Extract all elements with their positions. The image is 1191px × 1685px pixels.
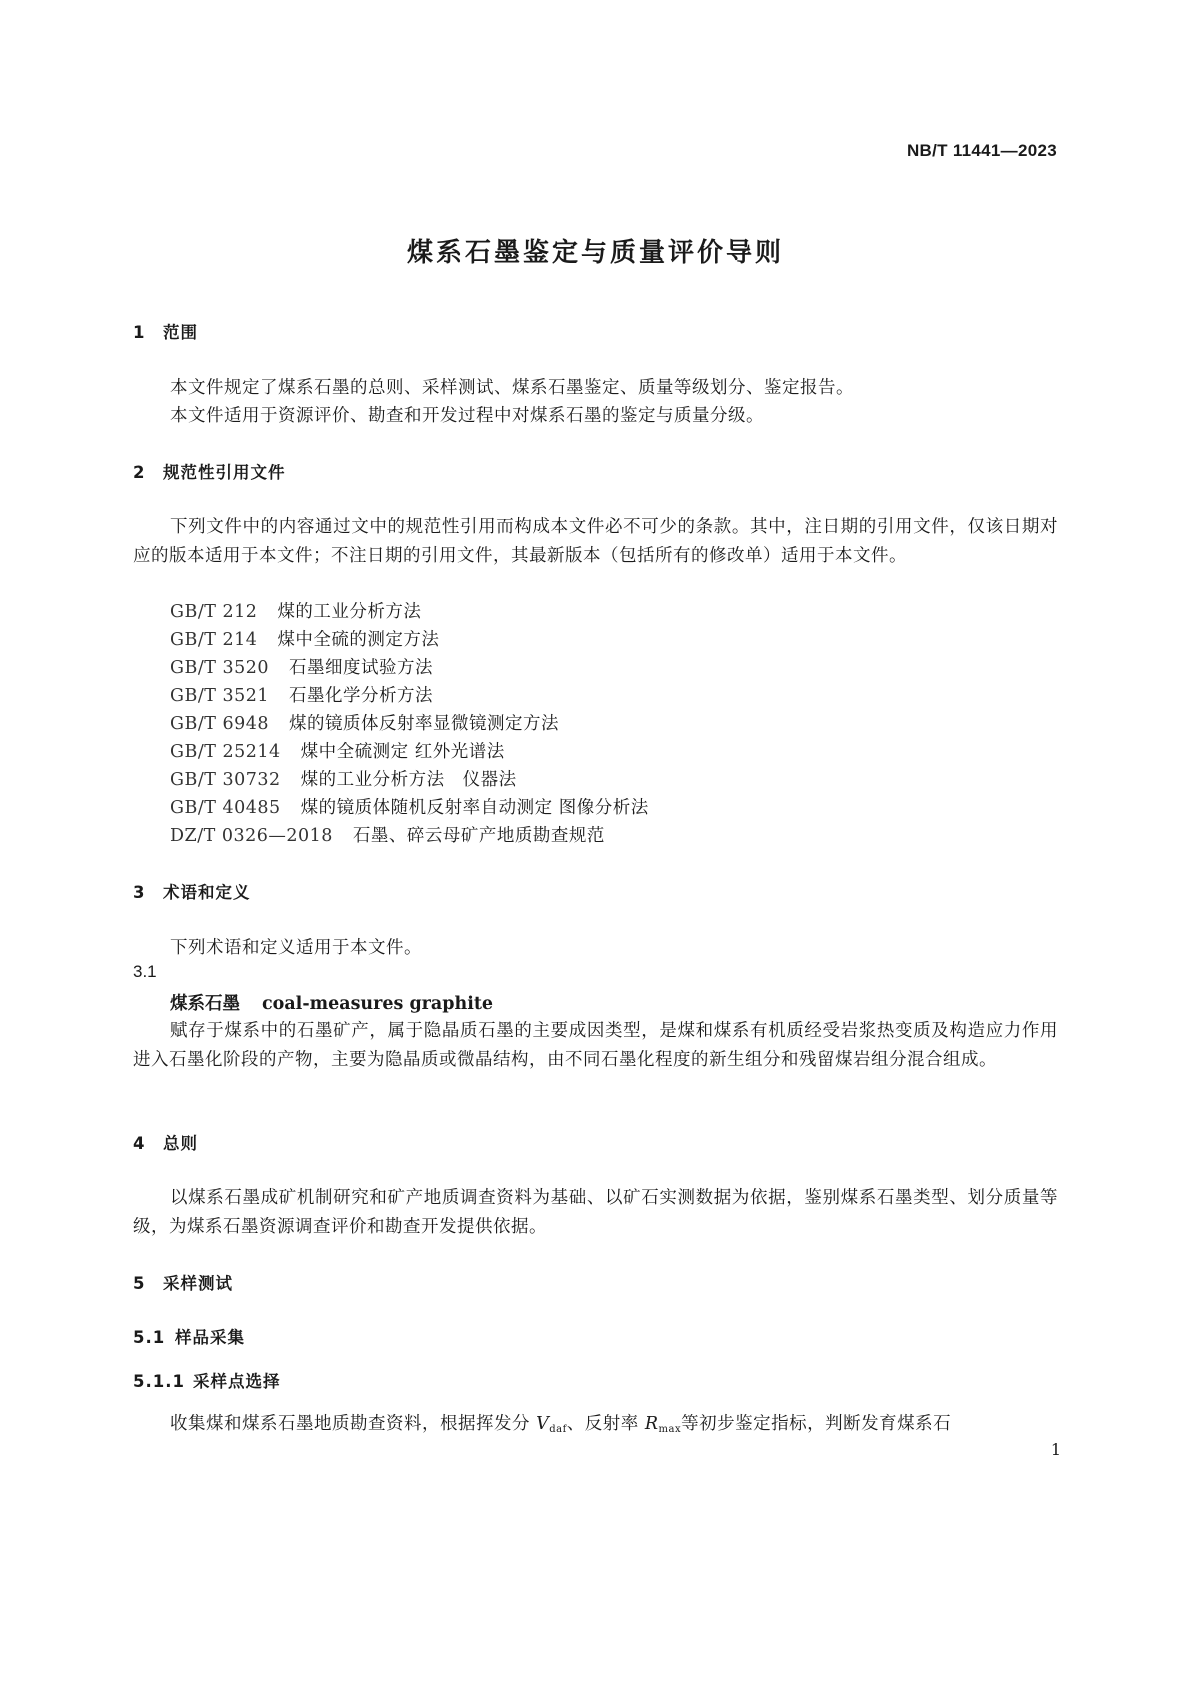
section-1-heading <box>133 319 198 343</box>
reference-name: 煤的镜质体反射率显微镜测定方法 <box>289 714 560 734</box>
section-5-heading <box>133 1270 233 1294</box>
paragraph <box>170 1410 951 1435</box>
volatile-subscript: daf <box>549 1424 567 1435</box>
reference-code: GB/T 25214 <box>170 742 281 762</box>
section-4-heading <box>133 1130 198 1154</box>
reference-name: 煤的工业分析方法 仪器法 <box>300 770 517 790</box>
paragraph: 本文件规定了煤系石墨的总则、采样测试、煤系石墨鉴定、质量等级划分、鉴定报告。 <box>170 378 854 398</box>
text-run: 收集煤和煤系石墨地质勘查资料，根据挥发分 <box>170 1414 537 1434</box>
page-number: 1 <box>1050 1440 1061 1459</box>
reference-item <box>170 738 505 763</box>
subsection-5-1-1-heading <box>133 1368 281 1392</box>
section-number: 5.1.1 <box>133 1372 185 1391</box>
reference-item <box>170 682 433 707</box>
reference-code: GB/T 40485 <box>170 798 281 818</box>
paragraph: 下列术语和定义适用于本文件。 <box>170 938 422 958</box>
section-number: 3 <box>133 883 146 902</box>
reference-name: 煤的镜质体随机反射率自动测定 图像分析法 <box>300 798 649 818</box>
section-number: 2 <box>133 463 146 482</box>
section-title: 术语和定义 <box>163 883 251 902</box>
paragraph: 下列文件中的内容通过文中的规范性引用而构成本文件必不可少的条款。其中，注日期的引用文件，仅该日期对应的版本适用于本文件；不注日期的引用文件，其最新版本（包括所有的修改单）适用于本文件。 <box>133 517 1058 566</box>
document-number: NB/T 11441—2023 <box>906 141 1057 160</box>
reference-item <box>170 598 421 623</box>
section-title: 总则 <box>163 1134 198 1153</box>
text-run: 、反射率 <box>566 1414 645 1434</box>
term-definition: 赋存于煤系中的石墨矿产，属于隐晶质石墨的主要成因类型，是煤和煤系有机质经受岩浆热变质及构造应力作用进入石墨化阶段的产物，主要为隐晶质或微晶结构，由不同石墨化程度的新生组分和残留煤岩组分混合组成。 <box>133 1021 1058 1070</box>
reference-code: GB/T 3520 <box>170 658 270 678</box>
reference-name: 煤中全硫测定 红外光谱法 <box>300 742 505 762</box>
section-title: 采样点选择 <box>193 1372 281 1391</box>
term-number: 3.1 <box>133 962 157 981</box>
reference-item <box>170 654 433 679</box>
reference-code: GB/T 6948 <box>170 714 270 734</box>
reflectance-subscript: max <box>658 1424 682 1435</box>
reference-name: 煤中全硫的测定方法 <box>277 630 440 650</box>
section-title: 规范性引用文件 <box>163 463 286 482</box>
section-3-heading <box>133 879 251 903</box>
term-chinese: 煤系石墨 <box>170 994 240 1014</box>
term-entry <box>170 990 493 1015</box>
text-run: 等初步鉴定指标，判断发育煤系石 <box>681 1414 952 1434</box>
reference-name: 石墨化学分析方法 <box>289 686 434 706</box>
section-number: 5.1 <box>133 1328 166 1347</box>
reference-code: GB/T 30732 <box>170 770 281 790</box>
reference-item <box>170 710 559 735</box>
document-title: 煤系石墨鉴定与质量评价导则 <box>406 238 784 268</box>
paragraph: 本文件适用于资源评价、勘查和开发过程中对煤系石墨的鉴定与质量分级。 <box>170 406 764 426</box>
section-number: 4 <box>133 1134 146 1153</box>
term-english: coal-measures graphite <box>262 994 494 1014</box>
reference-item <box>170 766 517 791</box>
reference-item <box>170 626 439 651</box>
reference-name: 石墨、碎云母矿产地质勘查规范 <box>352 826 605 846</box>
reference-item <box>170 794 649 819</box>
reference-code: GB/T 214 <box>170 630 258 650</box>
paragraph: 以煤系石墨成矿机制研究和矿产地质调查资料为基础、以矿石实测数据为依据，鉴别煤系石墨类型、划分质量等级，为煤系石墨资源调查评价和勘查开发提供依据。 <box>133 1188 1058 1237</box>
reference-code: GB/T 212 <box>170 602 258 622</box>
subsection-5-1-heading <box>133 1324 245 1348</box>
section-title: 范围 <box>163 323 198 342</box>
reference-code: DZ/T 0326—2018 <box>170 826 333 846</box>
section-number: 1 <box>133 323 146 342</box>
section-title: 样品采集 <box>175 1328 245 1347</box>
section-2-heading <box>133 459 286 483</box>
volatile-symbol: V <box>536 1414 550 1434</box>
reference-name: 煤的工业分析方法 <box>277 602 422 622</box>
reference-item <box>170 822 605 847</box>
reflectance-symbol: R <box>644 1414 659 1434</box>
section-number: 5 <box>133 1274 146 1293</box>
reference-code: GB/T 3521 <box>170 686 270 706</box>
section-title: 采样测试 <box>163 1274 233 1293</box>
reference-name: 石墨细度试验方法 <box>289 658 434 678</box>
